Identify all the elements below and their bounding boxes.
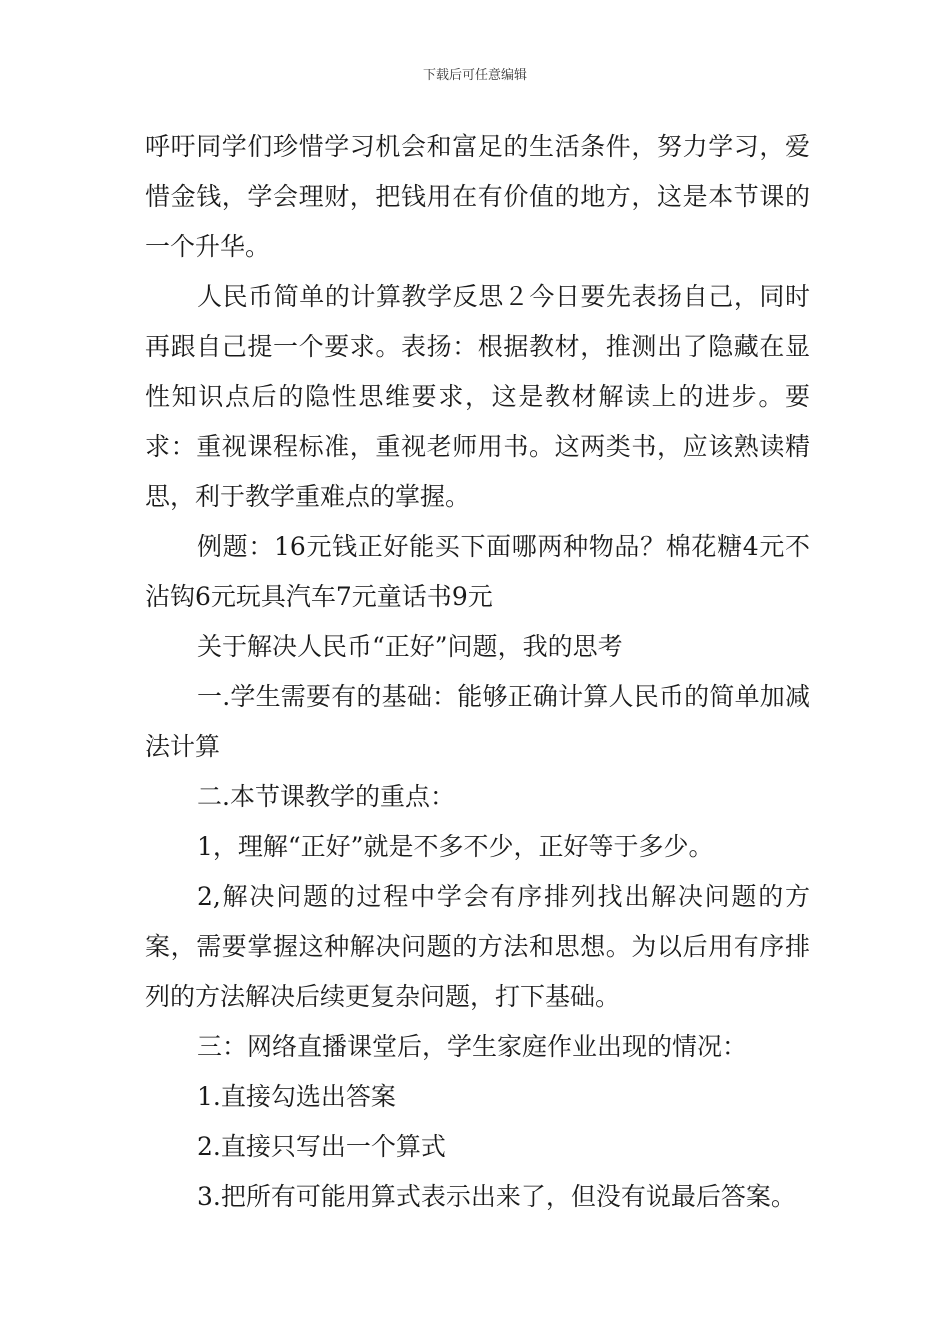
paragraph-8: 2,解决问题的过程中学会有序排列找出解决问题的方案，需要掌握这种解决问题的方法和思想。为以后用有序排列的方法解决后续更复杂问题，打下基础。 — [145, 882, 810, 1011]
paragraph-4: 关于解决人民币“正好”问题，我的思考 — [197, 632, 623, 661]
paragraph-7: 1，理解“正好”就是不多不少，正好等于多少。 — [197, 832, 714, 861]
paragraph-3: 例题：16元钱正好能买下面哪两种物品？棉花糖4元不沾钩6元玩具汽车7元童话书9元 — [145, 532, 810, 611]
paragraph-11: 2.直接只写出一个算式 — [197, 1132, 446, 1161]
document-body — [145, 122, 810, 1222]
paragraph-2: 人民币简单的计算教学反思２今日要先表扬自己，同时再跟自己提一个要求。表扬：根据教材，推测出了隐藏在显性知识点后的隐性思维要求，这是教材解读上的进步。要求：重视课程标准，重视老师用书。这两类书，应该熟读精思，利于教学重难点的掌握。 — [145, 282, 810, 511]
paragraph-12: 3.把所有可能用算式表示出来了，但没有说最后答案。 — [197, 1182, 796, 1211]
paragraph-1: 呼吁同学们珍惜学习机会和富足的生活条件，努力学习，爱惜金钱，学会理财，把钱用在有价值的地方，这是本节课的一个升华。 — [145, 132, 810, 261]
paragraph-5: 一.学生需要有的基础：能够正确计算人民币的简单加减法计算 — [145, 682, 810, 761]
paragraph-9: 三：网络直播课堂后，学生家庭作业出现的情况： — [197, 1032, 748, 1061]
paragraph-10: 1.直接勾选出答案 — [197, 1082, 396, 1111]
page-header: 下载后可任意编辑 — [422, 68, 527, 83]
paragraph-6: 二.本节课教学的重点： — [197, 782, 455, 811]
